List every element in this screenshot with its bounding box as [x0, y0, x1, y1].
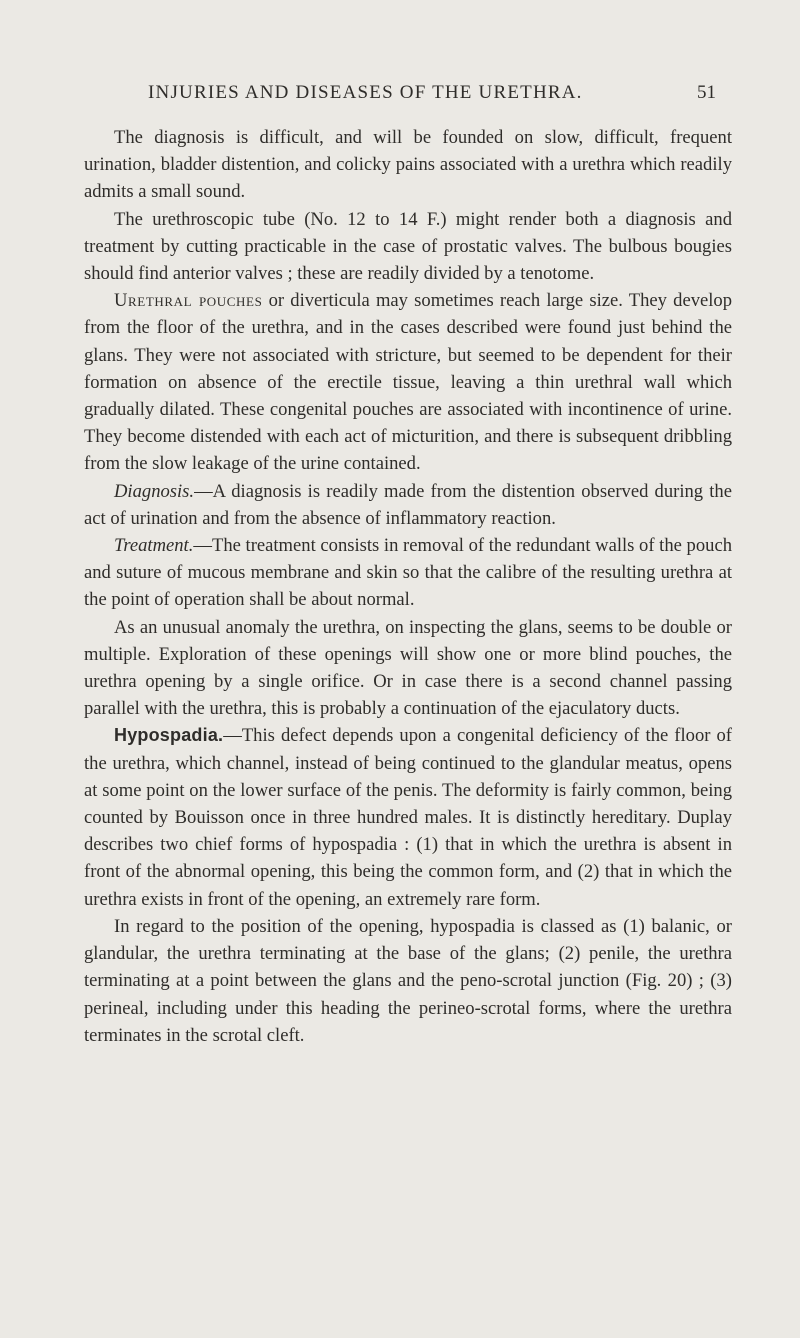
page-body [84, 124, 732, 1049]
section-lead-urethral-pouches: Urethral pouches [114, 290, 263, 312]
paragraph-hypospadia [84, 722, 732, 912]
section-lead-treatment: Treatment. [114, 535, 194, 557]
page-number: 51 [697, 82, 716, 103]
paragraph-diagnosis-valves [84, 124, 732, 206]
paragraph-double-urethra [84, 614, 732, 723]
paragraph-text: —This defect depends upon a congenital deficiency of the floor of the urethra, which channel, instead of being continued to the glandular meatus, opens at some point on the lower surface of the penis. The deformity is fairly common, being counted by Bouisson once in three hundred males. It is distinctly hereditary. Duplay describes two chief forms of hypospadia : (1) that in which the urethra is absent in front of the abnormal opening, this being the common form, and (2) that in which the urethra exists in front of the opening, an extremely rare form. [84, 725, 732, 910]
paragraph-text: The urethroscopic tube (No. 12 to 14 F.) might render both a diagnosis and treatment by cutting practicable in the case of prostatic valves. The bulbous bougies should find anterior valves ; these are readily divided by a tenotome. [84, 208, 732, 285]
paragraph-hypospadia-classification [84, 913, 732, 1049]
paragraph-text: The diagnosis is difficult, and will be founded on slow, difficult, frequent urination, bladder distention, and colicky pains associated with a urethra which readily admits a small sound. [84, 127, 732, 203]
paragraph-text: or diverticula may sometimes reach large size. They develop from the floor of the urethra, and in the cases described were found just behind the glans. They were not associated with stricture, but seemed to be dependent for their formation on absence of the erectile tissue, leaving a thin urethral wall which gradually dilated. These congenital pouches are associated with incontinence of urine. They become distended with each act of micturition, and there is subsequent dribbling from the slow leakage of the urine contained. [84, 290, 733, 475]
paragraph-text: In regard to the position of the opening, hypospadia is classed as (1) balanic, or glandular, the urethra terminating at the base of the glans; (2) penile, the urethra terminating at a point between the glans and the peno-scrotal junction (Fig. 20) ; (3) perineal, including under this heading the perineo-scrotal forms, where the urethra terminates in the scrotal cleft. [84, 915, 732, 1046]
paragraph-urethroscopic-tube [84, 206, 732, 288]
paragraph-text: —A diagnosis is readily made from the distention observed during the act of urination and from the absence of inflammatory reaction. [84, 480, 732, 529]
paragraph-pouch-diagnosis [84, 478, 732, 532]
section-lead-diagnosis: Diagnosis. [114, 480, 195, 502]
section-heading-hypospadia: Hypospadia. [114, 725, 224, 746]
paragraph-urethral-pouches [84, 287, 732, 477]
paragraph-text: As an unusual anomaly the urethra, on inspecting the glans, seems to be double or multiple. Exploration of these openings will show one or more blind pouches, the urethra opening by a single orifice. Or in case there is a second channel passing parallel with the urethra, this is probably a continuation of the ejaculatory ducts. [84, 616, 732, 720]
paragraph-text: —The treatment consists in removal of the redundant walls of the pouch and suture of mucous membrane and skin so that the calibre of the resulting urethra at the point of operation shall be about normal. [84, 535, 732, 611]
running-head: INJURIES AND DISEASES OF THE URETHRA. [148, 82, 583, 103]
page-header [148, 82, 716, 108]
paragraph-pouch-treatment [84, 532, 732, 614]
